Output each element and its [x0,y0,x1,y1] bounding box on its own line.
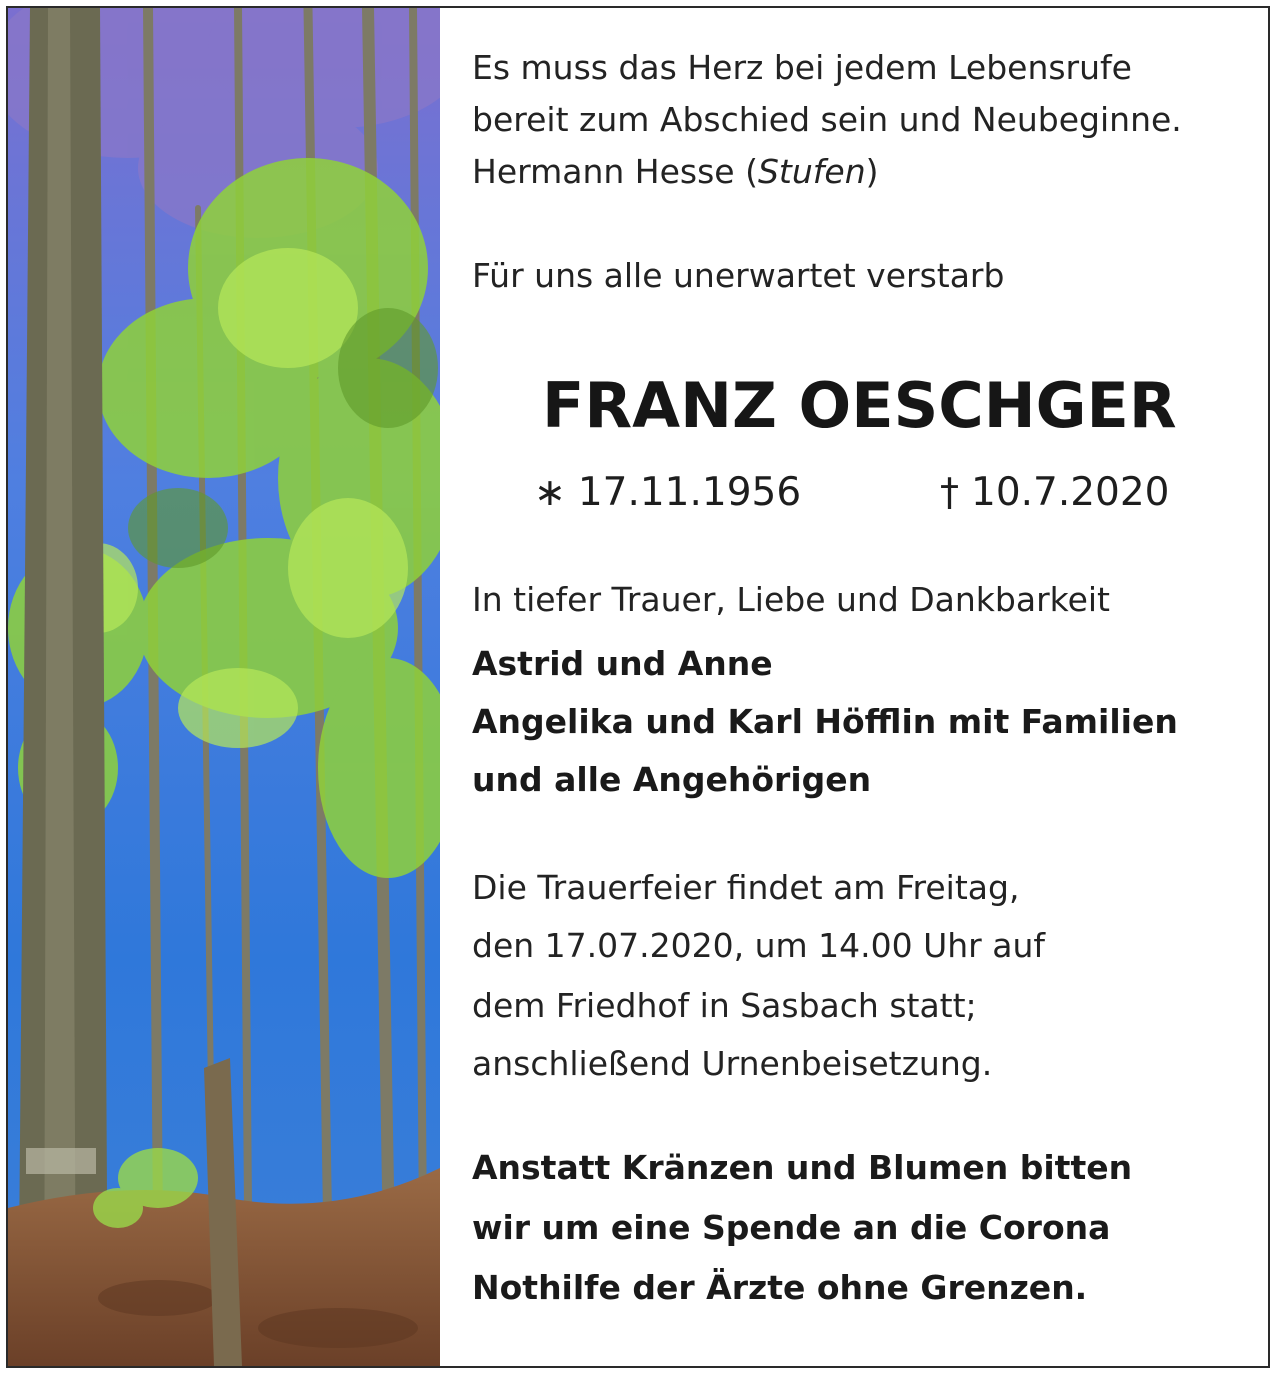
funeral-line: Die Trauerfeier findet am Freitag, [472,868,1020,907]
funeral-line: dem Friedhof in Sasbach statt; [472,986,977,1025]
donation-line: Anstatt Kränzen und Blumen bitten [472,1148,1133,1187]
intro-line: Für uns alle unerwartet verstarb [472,256,1005,295]
cross-icon: † [940,470,959,514]
quote-line-2: bereit zum Abschied sein und Neubeginne. [472,100,1182,139]
funeral-line: den 17.07.2020, um 14.00 Uhr auf [472,926,1045,965]
quote-line-1: Es muss das Herz bei jedem Lebensrufe [472,48,1132,87]
quote-author-name: Hermann Hesse ( [472,152,758,191]
mourners-intro: In tiefer Trauer, Liebe und Dankbarkeit [472,580,1110,619]
quote-work-title: Stufen [757,152,866,191]
death-date: 10.7.2020 [971,470,1170,515]
mourner-line: Astrid und Anne [472,644,773,683]
life-dates [472,468,1262,516]
forest-illustration [8,8,440,1366]
deceased-name: FRANZ OESCHGER [542,369,1177,442]
birth-date-group [534,468,801,517]
donation-line: Nothilfe der Ärzte ohne Grenzen. [472,1268,1088,1307]
quote-author [472,152,878,192]
donation-line: wir um eine Spende an die Corona [472,1208,1111,1247]
mourner-line: Angelika und Karl Höfflin mit Familien [472,702,1178,741]
birth-date: 17.11.1956 [577,470,802,515]
death-date-group [940,468,1170,517]
forest-photo [8,8,440,1366]
funeral-line: anschließend Urnenbeisetzung. [472,1044,993,1083]
star-icon: ∗ [534,470,566,514]
quote-author-close: ) [865,152,879,191]
mourner-line: und alle Angehörigen [472,760,872,799]
